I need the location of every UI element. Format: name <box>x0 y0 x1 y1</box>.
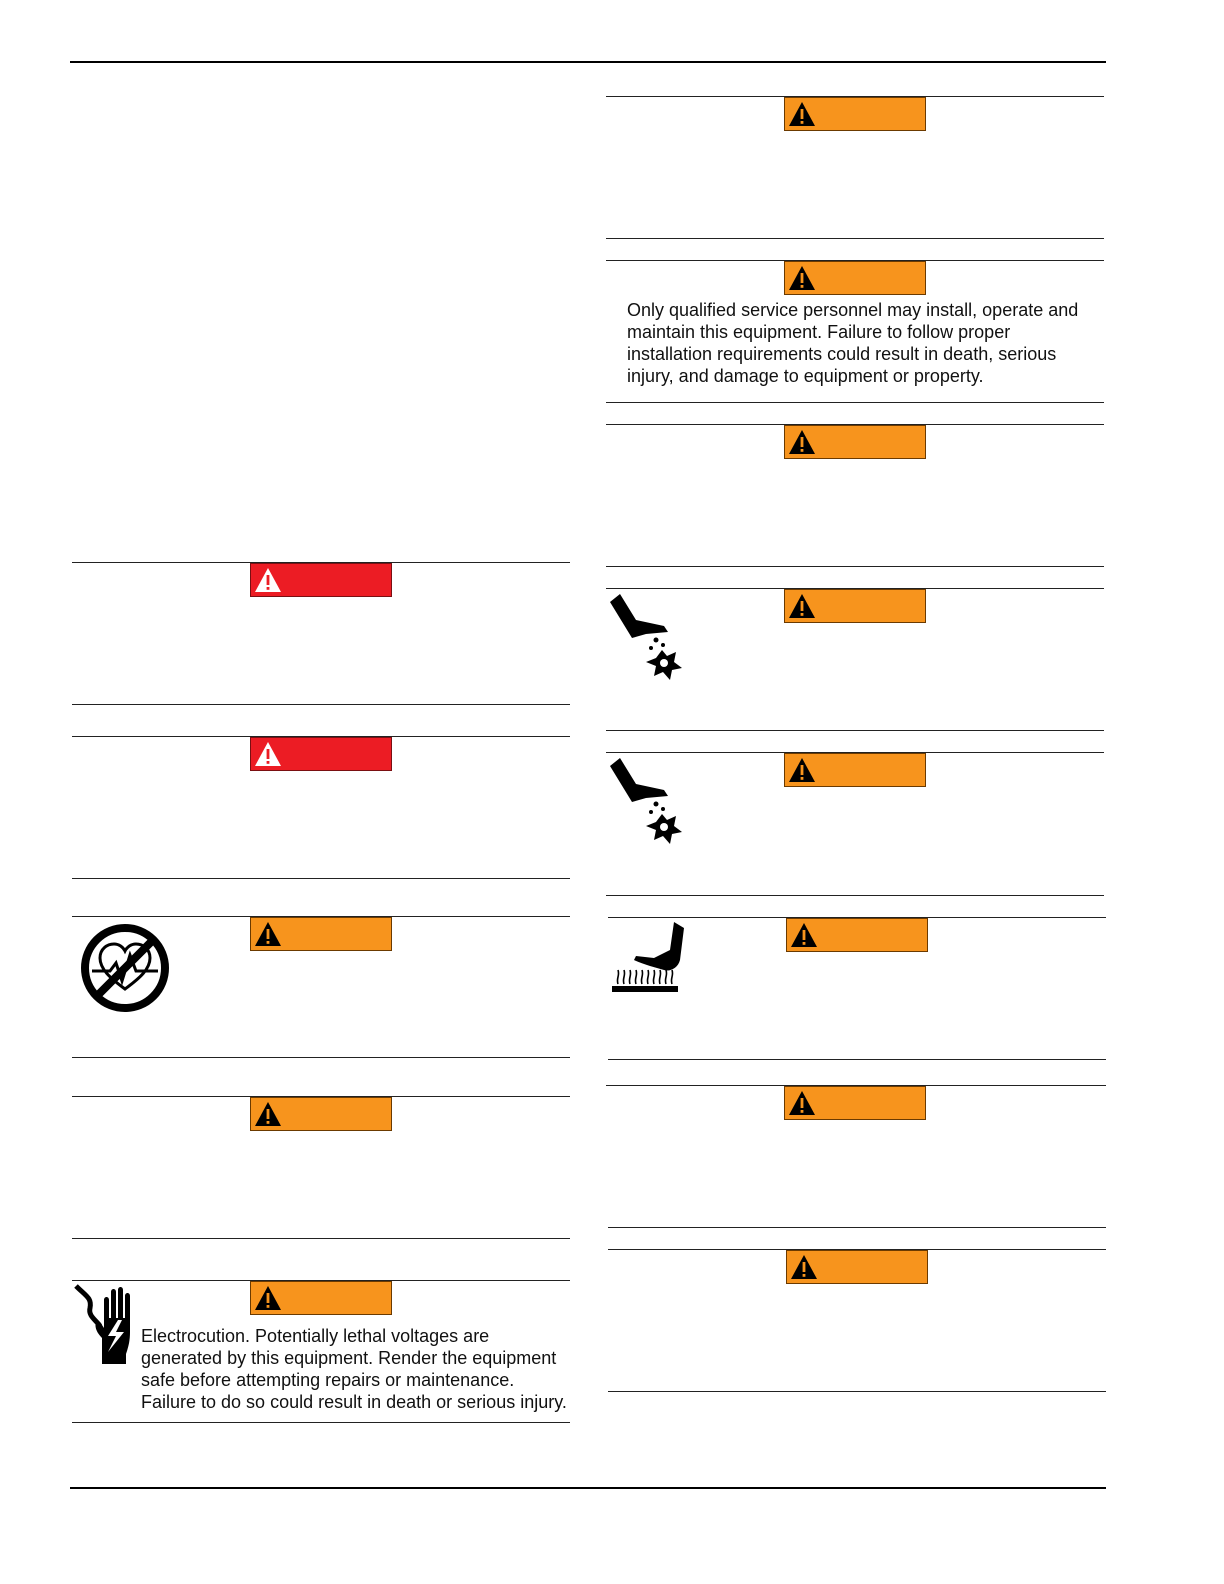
warning-badge <box>784 97 926 131</box>
warning-badge <box>784 1086 926 1120</box>
section-rule <box>606 895 1104 896</box>
warning-badge <box>250 917 392 951</box>
warning-triangle-icon <box>788 265 816 291</box>
danger-badge <box>250 563 392 597</box>
warning-badge <box>250 1281 392 1315</box>
section-rule <box>606 566 1104 567</box>
danger-badge <box>250 737 392 771</box>
warning-triangle-icon <box>788 593 816 619</box>
warning-triangle-icon <box>254 741 282 767</box>
section-rule <box>72 1422 570 1423</box>
warning-triangle-icon <box>254 567 282 593</box>
section-rule <box>608 1391 1106 1392</box>
top-page-rule <box>70 61 1106 63</box>
electrocution-warning-text: Electrocution. Potentially lethal voltages are generated by this equipment. Render the equipment safe before attempting repairs or maintenance. Failure to do so could result in death or serious injury. <box>141 1326 567 1412</box>
warning-triangle-icon <box>254 921 282 947</box>
warning-triangle-icon <box>254 1285 282 1311</box>
hand-crush-gear-icon <box>606 754 686 844</box>
warning-triangle-icon <box>790 922 818 948</box>
hot-surface-hand-icon <box>610 920 690 994</box>
bottom-page-rule <box>70 1487 1106 1489</box>
section-rule <box>606 402 1104 403</box>
warning-badge <box>786 1250 928 1284</box>
qualified-personnel-warning-text: Only qualified service personnel may install, operate and maintain this equipment. Failure to follow proper installation requirements could result in death, serious injury, and damage to equipment or property. <box>627 300 1079 386</box>
section-rule <box>72 1057 570 1058</box>
warning-triangle-icon <box>788 101 816 127</box>
section-rule <box>72 878 570 879</box>
warning-badge <box>786 918 928 952</box>
section-rule <box>606 238 1104 239</box>
warning-triangle-icon <box>788 757 816 783</box>
section-rule <box>606 730 1104 731</box>
section-rule <box>608 1227 1106 1228</box>
warning-badge <box>784 589 926 623</box>
electric-shock-hand-icon <box>74 1282 140 1366</box>
section-rule <box>72 1238 570 1239</box>
warning-triangle-icon <box>254 1101 282 1127</box>
warning-triangle-icon <box>788 1090 816 1116</box>
warning-badge <box>250 1097 392 1131</box>
hand-crush-gear-icon <box>606 590 686 680</box>
no-pacemaker-icon <box>80 923 170 1013</box>
section-rule <box>608 1059 1106 1060</box>
warning-badge <box>784 753 926 787</box>
warning-badge <box>784 425 926 459</box>
warning-triangle-icon <box>788 429 816 455</box>
warning-triangle-icon <box>790 1254 818 1280</box>
section-rule <box>72 704 570 705</box>
warning-badge <box>784 261 926 295</box>
